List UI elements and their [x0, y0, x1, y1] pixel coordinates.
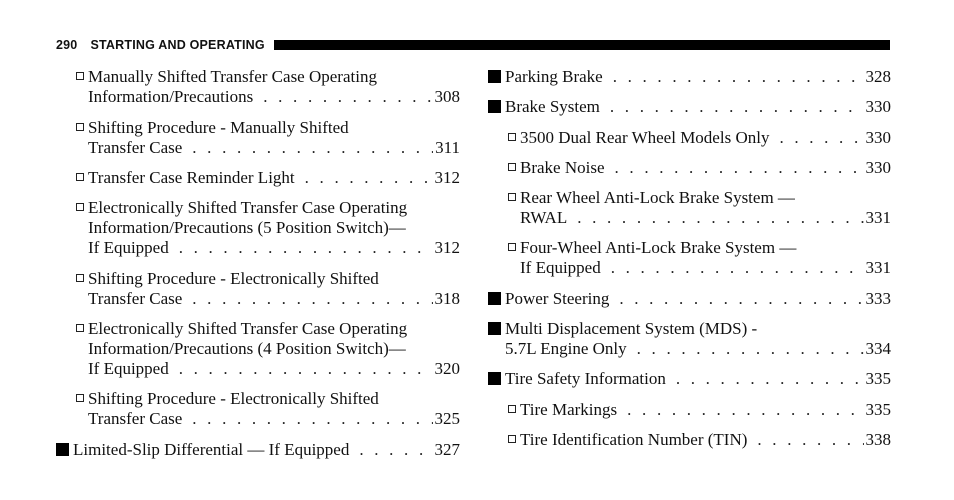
toc-page-number: 328	[865, 67, 891, 86]
toc-entry	[56, 168, 460, 188]
toc-entry-title: Parking Brake	[505, 67, 603, 86]
hollow-square-bullet-icon	[76, 274, 84, 282]
dot-leader	[179, 238, 433, 258]
toc-entry	[488, 400, 891, 420]
filled-square-bullet-icon	[488, 372, 501, 385]
toc-entry-title: If Equipped	[520, 258, 601, 277]
hollow-square-bullet-icon	[508, 405, 516, 413]
toc-entry-title: Transfer Case	[88, 409, 183, 428]
toc-entry	[488, 158, 891, 178]
toc-entry-title: Information/Precautions (5 Position Switch)—	[88, 218, 406, 237]
toc-entry	[488, 289, 891, 309]
toc-entry	[56, 389, 460, 429]
toc-page-number: 331	[865, 208, 891, 227]
dot-leader	[627, 400, 863, 420]
toc-page-number: 338	[865, 430, 891, 449]
toc-entry-title: Electronically Shifted Transfer Case Operating	[88, 198, 408, 217]
toc-entry	[56, 440, 460, 460]
toc-page-number: 335	[865, 369, 891, 388]
hollow-square-bullet-icon	[508, 163, 516, 171]
toc-entry-title: Transfer Case	[88, 289, 183, 308]
hollow-square-bullet-icon	[508, 243, 516, 251]
toc-page-number: 327	[434, 440, 460, 459]
section-title: STARTING AND OPERATING	[90, 38, 265, 52]
dot-leader	[637, 339, 864, 359]
toc-page-number: 312	[434, 168, 460, 187]
toc-entry-title: 3500 Dual Rear Wheel Models Only	[520, 128, 770, 147]
dot-leader	[676, 369, 864, 389]
toc-entry-title: Manually Shifted Transfer Case Operating	[88, 67, 377, 86]
hollow-square-bullet-icon	[76, 324, 84, 332]
dot-leader	[577, 208, 863, 228]
toc-entry-title: Four-Wheel Anti-Lock Brake System —	[520, 238, 797, 257]
page-header	[56, 37, 890, 53]
hollow-square-bullet-icon	[76, 394, 84, 402]
toc-entry-title: Limited-Slip Differential — If Equipped	[73, 440, 350, 459]
toc-entry	[56, 118, 460, 158]
toc-entry	[56, 319, 460, 379]
hollow-square-bullet-icon	[76, 123, 84, 131]
hollow-square-bullet-icon	[508, 133, 516, 141]
toc-entry-title: Information/Precautions	[88, 87, 254, 106]
dot-leader	[611, 258, 864, 278]
toc-entry	[488, 319, 891, 359]
dot-leader	[305, 168, 433, 188]
dot-leader	[615, 158, 864, 178]
toc-entry	[488, 430, 891, 450]
toc-entry-title: Multi Displacement System (MDS) -	[505, 319, 758, 338]
hollow-square-bullet-icon	[76, 203, 84, 211]
toc-page-number: 335	[865, 400, 891, 419]
toc-entry-title: If Equipped	[88, 359, 169, 378]
header-rule	[274, 40, 890, 50]
dot-leader	[192, 138, 433, 158]
toc-entry	[488, 67, 891, 87]
hollow-square-bullet-icon	[508, 193, 516, 201]
dot-leader	[192, 409, 432, 429]
toc-page-number: 330	[865, 158, 891, 177]
toc-entry	[488, 369, 891, 389]
toc-entry-title: If Equipped	[88, 238, 169, 257]
toc-entry-title: Shifting Procedure - Manually Shifted	[88, 118, 349, 137]
toc-page-number: 318	[434, 289, 460, 308]
toc-entry-title: Tire Safety Information	[505, 369, 666, 388]
toc-entry	[488, 188, 891, 228]
dot-leader	[359, 440, 432, 460]
dot-leader	[610, 97, 864, 117]
toc-entry-title: Tire Markings	[520, 400, 618, 419]
toc-page-number: 312	[434, 238, 460, 257]
toc-page-number: 331	[865, 258, 891, 277]
dot-leader	[179, 359, 433, 379]
toc-entry-title: Brake System	[505, 97, 600, 116]
toc-entry-title: 5.7L Engine Only	[505, 339, 627, 358]
toc-entry-title: Information/Precautions (4 Position Switch)—	[88, 339, 406, 358]
toc-page-number: 333	[865, 289, 891, 308]
toc-page-number: 330	[865, 128, 891, 147]
toc-entry	[488, 128, 891, 148]
toc-entry-title: Electronically Shifted Transfer Case Operating	[88, 319, 408, 338]
toc-entry-title: RWAL	[520, 208, 568, 227]
toc-page-number: 334	[865, 339, 891, 358]
toc-entry-title: Power Steering	[505, 289, 610, 308]
hollow-square-bullet-icon	[76, 173, 84, 181]
dot-leader	[613, 67, 864, 87]
dot-leader	[619, 289, 863, 309]
filled-square-bullet-icon	[56, 443, 69, 456]
page-number: 290	[56, 38, 78, 52]
filled-square-bullet-icon	[488, 322, 501, 335]
dot-leader	[192, 289, 432, 309]
toc-entry-title: Shifting Procedure - Electronically Shifted	[88, 269, 379, 288]
toc-entry-title: Tire Identification Number (TIN)	[520, 430, 748, 449]
filled-square-bullet-icon	[488, 292, 501, 305]
filled-square-bullet-icon	[488, 100, 501, 113]
toc-entry-title: Rear Wheel Anti-Lock Brake System —	[520, 188, 795, 207]
toc-entry-title: Transfer Case	[88, 138, 183, 157]
toc-entry	[488, 238, 891, 278]
toc-entry-title: Brake Noise	[520, 158, 605, 177]
toc-entry	[56, 67, 460, 107]
hollow-square-bullet-icon	[508, 435, 516, 443]
toc-entry-title: Transfer Case Reminder Light	[88, 168, 295, 187]
toc-entry-title: Shifting Procedure - Electronically Shifted	[88, 389, 379, 408]
toc-entry	[56, 198, 460, 258]
dot-leader	[779, 128, 863, 148]
toc-page-number: 330	[865, 97, 891, 116]
toc-page-number: 320	[434, 359, 460, 378]
toc-entry	[56, 269, 460, 309]
hollow-square-bullet-icon	[76, 72, 84, 80]
dot-leader	[757, 430, 863, 450]
toc-page-number: 311	[435, 138, 460, 157]
filled-square-bullet-icon	[488, 70, 501, 83]
toc-page-number: 325	[434, 409, 460, 428]
toc-page-number: 308	[434, 87, 460, 106]
toc-entry	[488, 97, 891, 117]
dot-leader	[263, 87, 432, 107]
